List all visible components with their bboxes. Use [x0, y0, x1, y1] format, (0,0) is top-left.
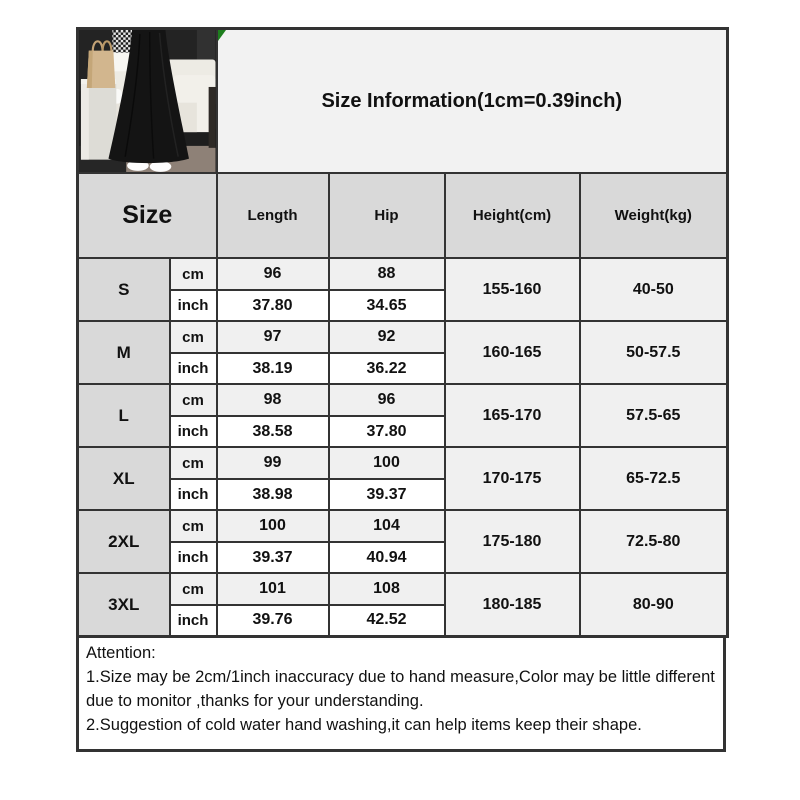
attention-line: 1.Size may be 2cm/1inch inaccuracy due to hand measure,Color may be little different: [86, 667, 715, 686]
hip-cm-value: 88: [329, 258, 445, 290]
length-cm-value: 99: [217, 447, 329, 479]
cell-comment-marker-icon: [218, 30, 226, 41]
size-label-xl: XL: [78, 447, 170, 510]
weight-range: 65-72.5: [580, 447, 728, 510]
hip-cm-value: 92: [329, 321, 445, 353]
hip-inch-value: 34.65: [329, 290, 445, 322]
column-header-length: Length: [217, 173, 329, 258]
length-inch-value: 39.37: [217, 542, 329, 574]
hip-inch-value: 37.80: [329, 416, 445, 448]
weight-range: 50-57.5: [580, 321, 728, 384]
hip-cm-value: 96: [329, 384, 445, 416]
unit-label-cm: cm: [170, 447, 217, 479]
hip-cm-value: 100: [329, 447, 445, 479]
table-row: [78, 447, 728, 479]
attention-line: due to monitor ,thanks for your understanding.: [86, 691, 424, 710]
unit-label-cm: cm: [170, 321, 217, 353]
chart-title-cell: [217, 29, 728, 174]
chart-title: Size Information(1cm=0.39inch): [321, 89, 623, 112]
column-header-size: Size: [78, 173, 217, 258]
attention-title: Attention:: [86, 643, 156, 662]
attention-notes: [76, 635, 726, 752]
size-label-m: M: [78, 321, 170, 384]
unit-label-cm: cm: [170, 258, 217, 290]
size-label-s: S: [78, 258, 170, 321]
table-row: [78, 321, 728, 353]
height-range: 170-175: [445, 447, 580, 510]
table-row: [78, 510, 728, 542]
size-chart-table: [76, 27, 729, 638]
length-inch-value: 37.80: [217, 290, 329, 322]
height-range: 155-160: [445, 258, 580, 321]
height-range: 180-185: [445, 573, 580, 636]
length-cm-value: 100: [217, 510, 329, 542]
size-label-3xl: 3XL: [78, 573, 170, 636]
unit-label-inch: inch: [170, 542, 217, 574]
hip-inch-value: 36.22: [329, 353, 445, 385]
length-cm-value: 96: [217, 258, 329, 290]
column-header-height: Height(cm): [445, 173, 580, 258]
hip-inch-value: 42.52: [329, 605, 445, 637]
unit-label-cm: cm: [170, 384, 217, 416]
length-cm-value: 98: [217, 384, 329, 416]
length-cm-value: 97: [217, 321, 329, 353]
unit-label-inch: inch: [170, 353, 217, 385]
hip-inch-value: 40.94: [329, 542, 445, 574]
hip-cm-value: 104: [329, 510, 445, 542]
product-photo-illustration: [79, 30, 216, 172]
height-range: 165-170: [445, 384, 580, 447]
product-photo: [78, 29, 217, 174]
length-cm-value: 101: [217, 573, 329, 605]
size-label-2xl: 2XL: [78, 510, 170, 573]
weight-range: 40-50: [580, 258, 728, 321]
length-inch-value: 38.19: [217, 353, 329, 385]
attention-line: 2.Suggestion of cold water hand washing,it can help items keep their shape.: [86, 715, 642, 734]
column-header-weight: Weight(kg): [580, 173, 728, 258]
unit-label-cm: cm: [170, 510, 217, 542]
table-row: [78, 384, 728, 416]
hip-inch-value: 39.37: [329, 479, 445, 511]
unit-label-inch: inch: [170, 290, 217, 322]
weight-range: 72.5-80: [580, 510, 728, 573]
size-label-l: L: [78, 384, 170, 447]
column-header-hip: Hip: [329, 173, 445, 258]
weight-range: 80-90: [580, 573, 728, 636]
unit-label-inch: inch: [170, 479, 217, 511]
unit-label-cm: cm: [170, 573, 217, 605]
height-range: 160-165: [445, 321, 580, 384]
table-row: [78, 258, 728, 290]
length-inch-value: 38.98: [217, 479, 329, 511]
unit-label-inch: inch: [170, 605, 217, 637]
length-inch-value: 39.76: [217, 605, 329, 637]
length-inch-value: 38.58: [217, 416, 329, 448]
height-range: 175-180: [445, 510, 580, 573]
unit-label-inch: inch: [170, 416, 217, 448]
table-row: [78, 573, 728, 605]
size-chart-sheet: [76, 27, 726, 752]
hip-cm-value: 108: [329, 573, 445, 605]
weight-range: 57.5-65: [580, 384, 728, 447]
